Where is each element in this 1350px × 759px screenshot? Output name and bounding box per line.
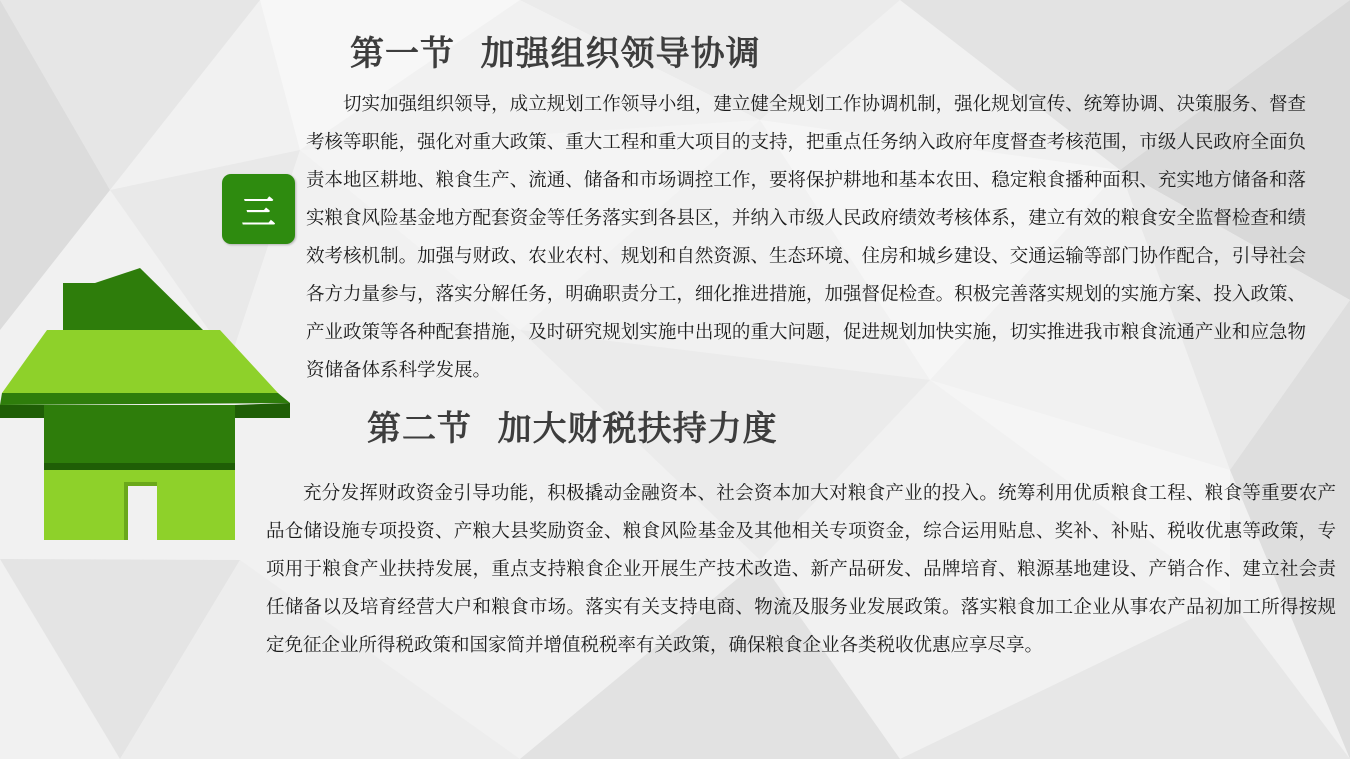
house-icon bbox=[0, 266, 295, 546]
section-1-body: 切实加强组织领导，成立规划工作领导小组，建立健全规划工作协调机制，强化规划宣传、统筹协调、决策服务、督查考核等职能，强化对重大政策、重大工程和重大项目的支持，把重点任务纳入政府年度督查考核范围，市级人民政府全面负责本地区耕地、粮食生产、流通、储备和市场调控工作，要将保护耕地和基本农田、稳定粮食播种面积、充实地方储备和落实粮食风险基金地方配套资金等任务落实到各县区，并纳入市级人民政府绩效考核体系，建立有效的粮食安全监督检查和绩效考核机制。加强与财政、农业农村、规划和自然资源、生态环境、住房和城乡建设、交通运输等部门协作配合，引导社会各方力量参与，落实分解任务，明确职责分工，细化推进措施，加强督促检查。积极完善落实规划的实施方案、投入政策、产业政策等各种配套措施，及时研究规划实施中出现的重大问题，促进规划加快实施，切实推进我市粮食流通产业和应急物资储备体系科学发展。 bbox=[306, 94, 1306, 381]
section-2-body: 充分发挥财政资金引导功能，积极撬动金融资本、社会资本加大对粮食产业的投入。统筹利用优质粮食工程、粮食等重要农产品仓储设施专项投资、产粮大县奖励资金、粮食风险基金及其他相关专项资金，综合运用贴息、奖补、补贴、税收优惠等政策，专项用于粮食产业扶持发展，重点支持粮食企业开展生产技术改造、新产品研发、品牌培育、粮源基地建设、产销合作、建立社会责任储备以及培育经营大户和粮食市场。落实有关支持电商、物流及服务业发展政策。落实粮食加工企业从事农产品初加工所得按规定免征企业所得税政策和国家简并增值税税率有关政策，确保粮食企业各类税收优惠应享尽享。 bbox=[266, 483, 1336, 656]
section-badge: 三 bbox=[222, 174, 295, 244]
section-1-title: 第一节 加强组织领导协调 bbox=[350, 34, 761, 74]
section-2-title: 第二节 加大财税扶持力度 bbox=[367, 409, 778, 449]
